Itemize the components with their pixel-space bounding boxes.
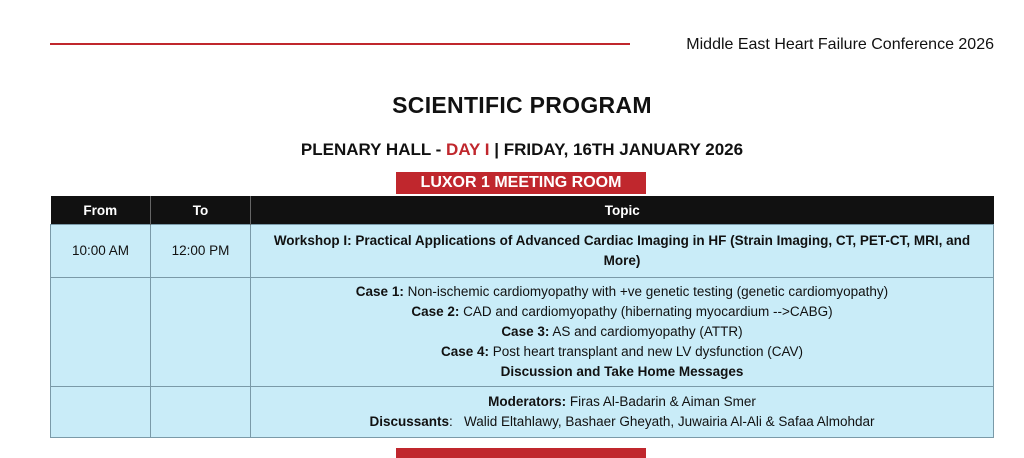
session-hall: PLENARY HALL - [300, 140, 447, 159]
session-heading [0, 140, 1024, 160]
table-row [51, 387, 994, 438]
room-banner: LUXOR 1 MEETING ROOM [396, 172, 646, 194]
program-title: SCIENTIFIC PROGRAM [392, 92, 652, 118]
header-topic: Topic [251, 196, 994, 225]
case-item: Case 3: AS and cardiomyopathy (ATTR) [501, 324, 743, 339]
program-table [50, 196, 994, 438]
empty-cell [151, 278, 251, 387]
header-rule [50, 43, 630, 45]
table-row [51, 225, 994, 278]
empty-cell [51, 387, 151, 438]
header-from: From [51, 196, 151, 225]
session-date: | FRIDAY, 16TH JANUARY 2026 [489, 140, 744, 159]
header-to: To [151, 196, 251, 225]
case-item: Case 1: Non-ischemic cardiomyopathy with +ve genetic testing (genetic cardiomyopathy) [355, 284, 889, 299]
time-from: 10:00 AM [51, 225, 151, 278]
faculty-cell [251, 387, 994, 438]
discussion-item: Discussion and Take Home Messages [500, 364, 744, 379]
time-to: 12:00 PM [151, 225, 251, 278]
cases-cell [251, 278, 994, 387]
moderators-line: Moderators: Firas Al-Badarin & Aiman Smer [488, 394, 756, 409]
case-item: Case 4: Post heart transplant and new LV dysfunction (CAV) [441, 344, 803, 359]
empty-cell [151, 387, 251, 438]
workshop-topic: Workshop I: Practical Applications of Advanced Cardiac Imaging in HF (Strain Imaging, CT, PET-CT, MRI, and More) [273, 233, 971, 268]
table-header-row [51, 196, 994, 225]
table-row [51, 278, 994, 387]
case-item: Case 2: CAD and cardiomyopathy (hibernating myocardium -->CABG) [411, 304, 833, 319]
workshop-title [251, 225, 994, 278]
discussants-line: Discussants: Walid Eltahlawy, Bashaer Gheyath, Juwairia Al-Ali & Safaa Almohdar [369, 414, 875, 429]
empty-cell [51, 278, 151, 387]
next-room-banner [396, 448, 646, 458]
session-day: DAY I [446, 140, 490, 159]
conference-name: Middle East Heart Failure Conference 2026 [686, 36, 994, 53]
